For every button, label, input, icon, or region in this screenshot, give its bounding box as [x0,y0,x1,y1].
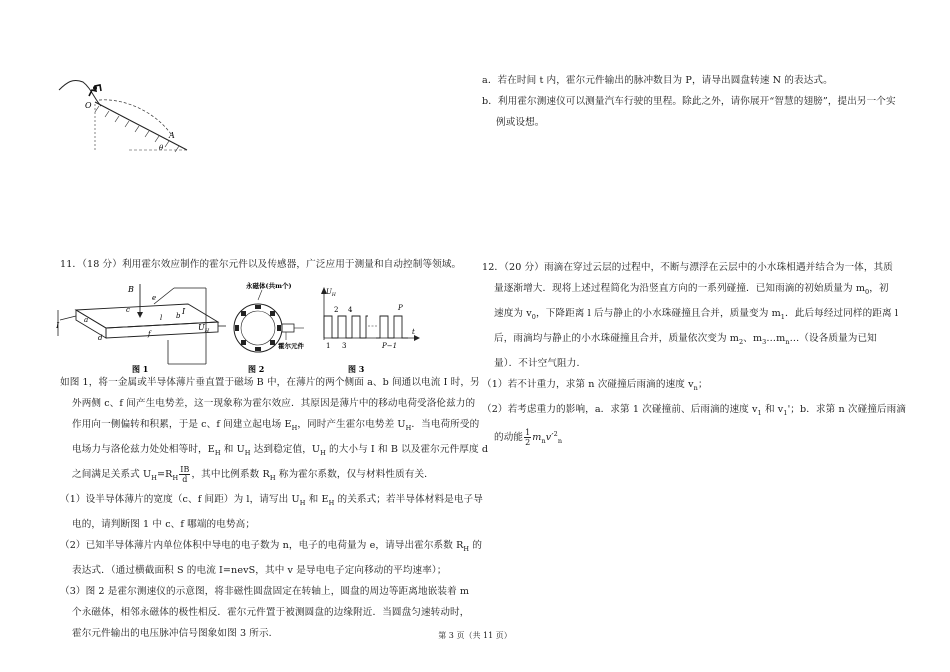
formula-one-half: $\frac{1}{2}$ [525,427,531,447]
fig1-label-f: f [148,330,151,338]
fig2-hall-label: 霍尔元件 [278,342,304,350]
fig1-label-a: a [84,316,89,324]
fig1-label-e: e [152,294,157,302]
figure-ski-slope [55,68,195,158]
fig1-label-I-left: I [56,321,60,330]
fig1-label-b: b [176,312,181,320]
q12-line3: 速度为 $v_0$，下降距离 l 后与静止的小水珠碰撞且合并，质量变为 $m_1$．此后每经过同样的距离 l [494,307,898,321]
figure-1-hall-plate [56,278,228,374]
q11-part1-line1: （1）设半导体薄片的宽度（c、f 间距）为 l，请写出 $U_H$ 和 $E_H$ 的关系式；若半导体材料是电子导 [60,493,483,507]
fig3-caption: 图 3 [348,364,365,374]
label-theta: θ [159,144,164,152]
q12-line5: 量）．不计空气阻力． [494,357,587,369]
q12-sub2-cont: 的动能 $\frac{1}{2}$ $m_nv'^2_n$ [494,427,563,447]
q11-body [60,372,489,644]
q12-line2: 量逐渐增大．现将上述过程简化为沿竖直方向的一系列碰撞．已知雨滴的初始质量为 $m_0$，初 [494,283,889,296]
q11-part3-line1: （3）图 2 是霍尔测速仪的示意图，将非磁性圆盘固定在转轴上，圆盘的周边等距离地嵌装着 m [60,585,470,597]
q11-body-line1: 如图 1，将一金属或半导体薄片垂直置于磁场 B 中，在薄片的两个侧面 a、b 间通以电流 I 时，另 [60,377,480,388]
fig3-label-3: 3 [342,342,347,350]
q11-header: 11．（18 分）利用霍尔效应制作的霍尔元件以及传感器，广泛应用于测量和自动控制等领域。 [60,259,462,270]
q11-part2-line2: 表达式．（通过横截面积 S 的电流 I=nevS，其中 v 是导电电子定向移动的平均速率）； [72,564,447,576]
fig3-label-1: 1 [326,342,331,350]
item-b-line2: 例或设想。 [496,117,545,128]
fig1-label-l: l [160,314,163,322]
q12-line1: 12．（20 分）雨滴在穿过云层的过程中，不断与漂浮在云层中的小水珠相遇并结合为一体，其质 [482,262,893,273]
fig2-caption: 图 2 [248,364,265,374]
fig3-label-Pm1: P−1 [382,342,398,350]
q11-part3-line3: 霍尔元件输出的电压脉冲信号图象如图 3 所示． [72,627,279,639]
item-b-line1: b．利用霍尔测速仪可以测量汽车行驶的里程。除此之外，请你展开“智慧的翅膀”，提出另一个实 [482,96,896,107]
q11-part1-line2: 电的，请判断图 1 中 c、f 哪端的电势高； [72,518,256,530]
fig1-label-UH: $U_H$ [198,323,210,334]
fig1-label-d: d [98,334,103,342]
q11-body-line3: 作用向一侧偏转和积累，于是 c、f 间建立起电场 $E_H$，同时产生霍尔电势差 $U_H$．当电荷所受的 [72,419,480,432]
fig1-label-I-right: I [182,307,186,316]
fig3-label-UH: $U_H$ [326,288,336,298]
fig3-label-2: 2 [334,306,339,314]
page-footer: 第 3 页（共 11 页） [438,631,512,640]
item-a: a．若在时间 t 内，霍尔元件输出的脉冲数目为 P，请导出圆盘转速 N 的表达式。 [482,75,833,86]
label-O: O [85,101,92,110]
q11-body-line2: 外两侧 c、f 间产生电势差，这一现象称为霍尔效应．其原因是薄片中的移动电荷受洛伦兹力的 [72,398,476,409]
label-A: A [169,131,175,140]
fig3-label-t: t [412,328,415,336]
q11-body-line4: 电场力与洛伦兹力处处相等时，$E_H$ 和 $U_H$ 达到稳定值，$U_H$ 的大小与 I 和 B 以及霍尔元件厚度 d [72,443,489,457]
q12 [482,257,922,452]
top-right-items [482,70,922,133]
q12-line4: 后，雨滴均与静止的小水珠碰撞且合并，质量依次变为 $m_2$、$m_3\dots m_n\dots$（设各质量为已知 [494,332,877,346]
q11-part2-line1: （2）已知半导体薄片内单位体积中导电的电子数为 n，电子的电荷量为 e，请导出霍尔系数 $R_H$ 的 [60,539,483,553]
formula-IB-over-d: $\frac{IB}{d}$ [180,464,190,484]
fig3-label-P: P [398,304,403,312]
fig3-label-4: 4 [348,306,353,314]
figure-3-pulse [314,278,420,374]
q12-sub1: （1）若不计重力，求第 n 次碰撞后雨滴的速度 $v_n$； [482,378,708,392]
figure-2-disc [228,278,310,374]
fig1-caption: 图 1 [132,364,149,374]
q11-part3-line2: 个永磁体，相邻永磁体的极性相反．霍尔元件置于被测圆盘的边缘附近．当圆盘匀速转动时， [72,606,470,618]
q11-body-line5: 之间满足关系式 $U_H=R_H$ $\frac{IB}{d}$ ，其中比例系数 $R_H$ 称为霍尔系数，仅与材料性质有关． [72,464,434,484]
q12-sub2: （2）若考虑重力的影响，a．求第 1 次碰撞前、后雨滴的速度 $v_1$ 和 $v_1'$；b．求第 n 次碰撞后雨滴 [482,403,907,417]
fig1-label-B: B [128,285,134,294]
fig2-magnet-label: 永磁体(共m个) [246,282,292,290]
fig1-label-c: c [126,306,130,314]
